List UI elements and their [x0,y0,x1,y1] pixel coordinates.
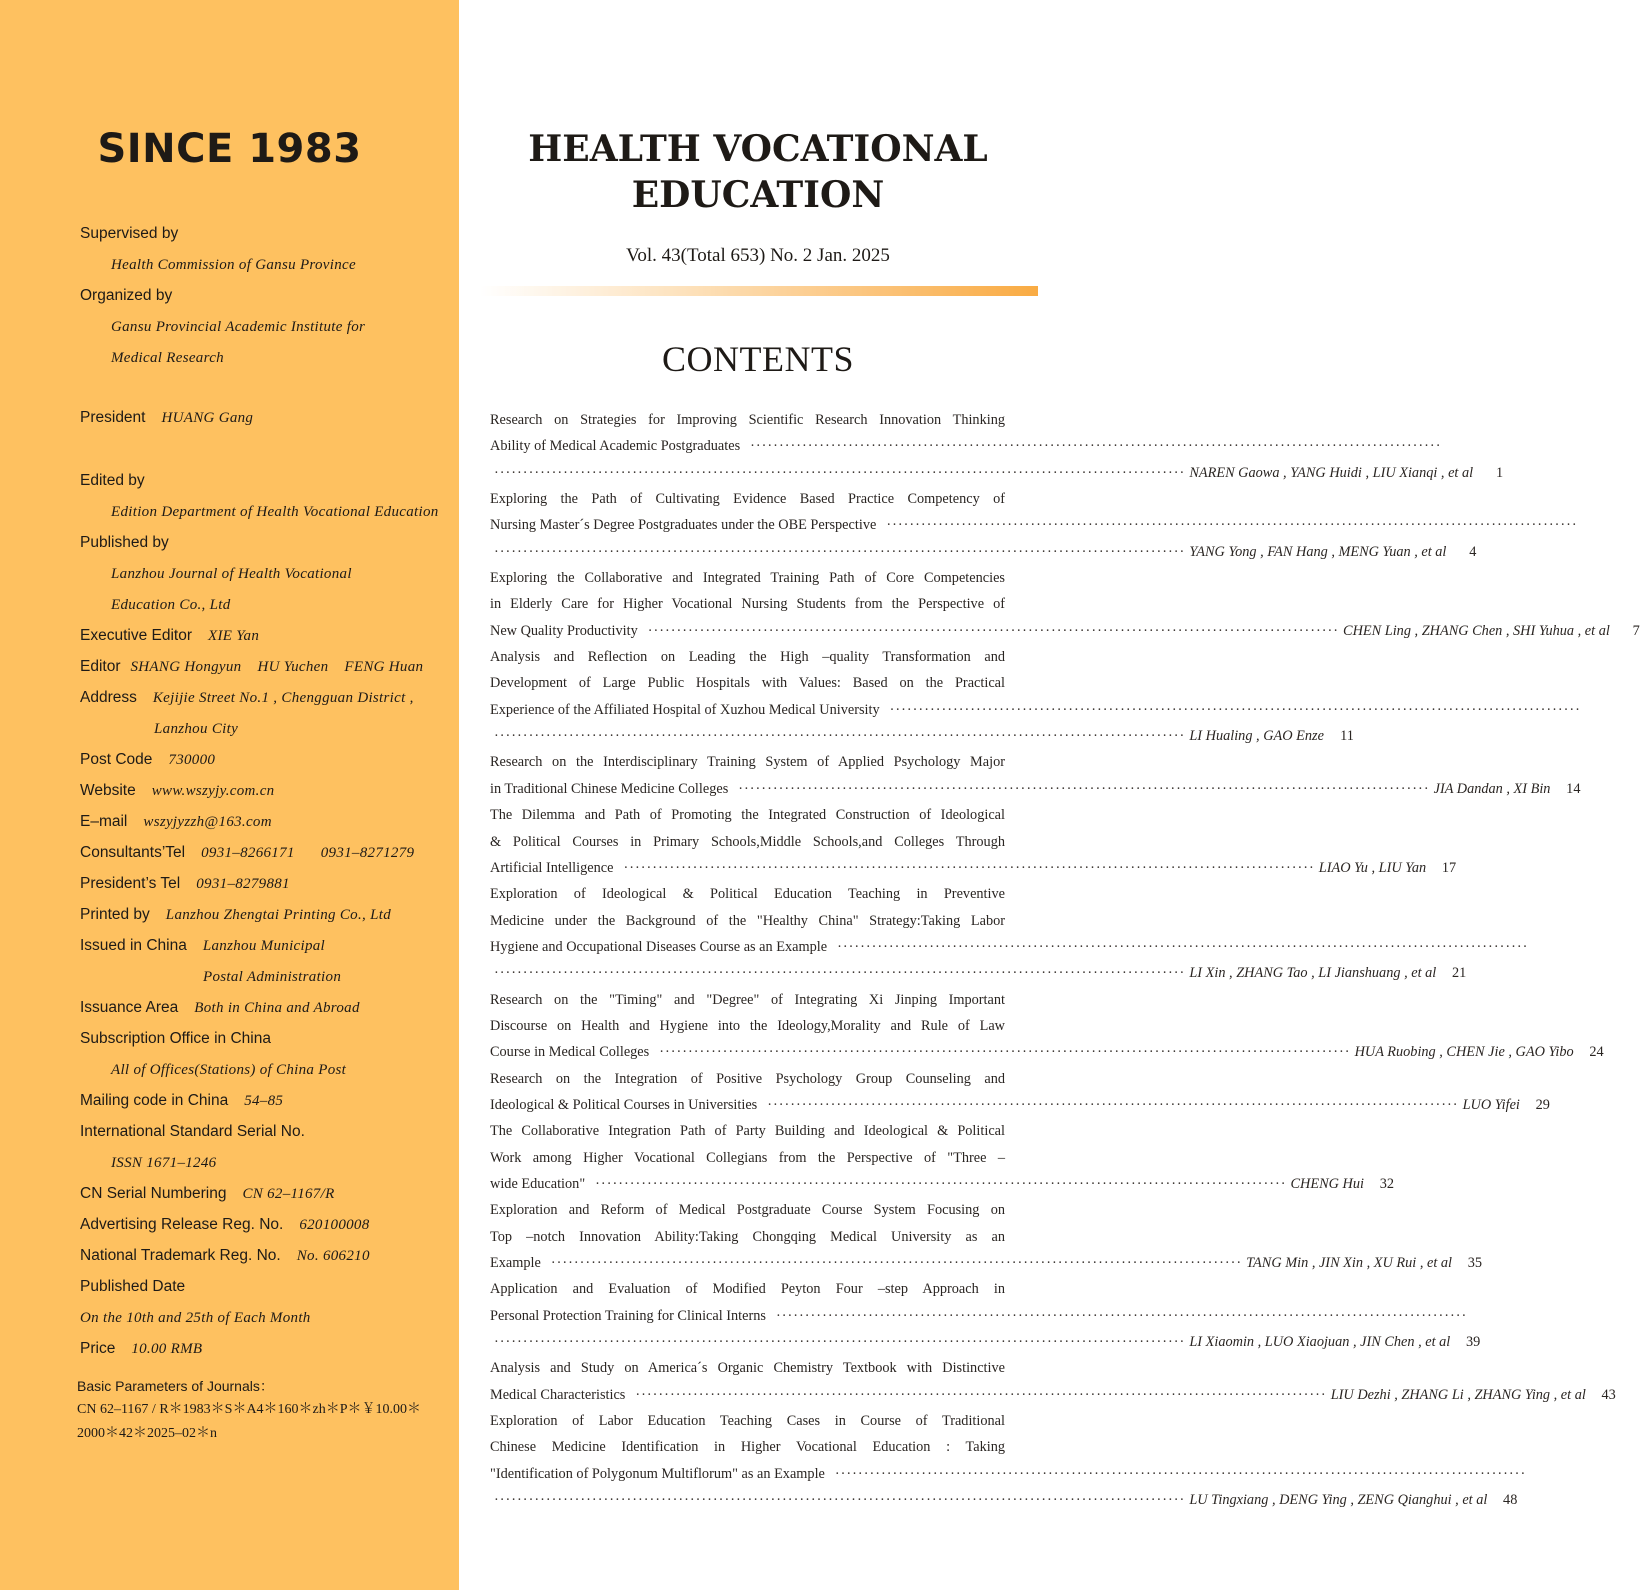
presidents-tel-value: 0931–8279881 [196,876,290,892]
executive-editor-label: Executive Editor [80,627,192,644]
toc-title-line: Personal Protection Training for Clinical Interns [490,1307,766,1324]
toc-title-line: Example [490,1255,541,1271]
leader-dots: ························································································································ [767,1096,1459,1113]
subscription-value: All of Offices(Stations) of China Post [111,1062,347,1078]
basic-parameters-label: Basic Parameters of Journals： [77,1378,274,1394]
email-label: E–mail [80,813,128,830]
edited-by-value: Edition Department of Health Vocational Education [111,504,439,520]
editor-value-2: HU Yuchen [257,659,329,675]
issuance-area-label: Issuance Area [80,999,179,1016]
toc-title-line: Exploring the Path of Cultivating Evidence Based Practice Competency of [490,491,1005,508]
toc-authors: HUA Ruobing , CHEN Jie , GAO Yibo [1354,1044,1574,1061]
leader-dots: ························································································································ [494,965,1186,982]
toc-authors: LI Xin , ZHANG Tao , LI Jianshuang , et al [1189,965,1437,982]
spacer [80,433,455,465]
consultants-tel-label: Consultants’Tel [80,844,186,861]
issue-info: Vol. 43(Total 653) No. 2 Jan. 2025 [626,245,890,266]
leader-dots: ························································································································ [889,701,1581,718]
toc-entry[interactable] [490,565,1640,644]
toc-entry[interactable] [490,881,1529,986]
issued-value-2: Postal Administration [203,969,342,985]
toc-title-line: Work among Higher Vocational Collegians from the Perspective of "Three – [490,1149,1005,1166]
editor-value-3: FENG Huan [344,659,424,675]
toc-entry[interactable] [490,486,1578,565]
editor-value-1: SHANG Hongyun [130,659,242,675]
toc-page-number: 1 [1495,464,1504,481]
address-label: Address [80,689,137,706]
toc-page-number: 7 [1632,622,1640,639]
printed-by-label: Printed by [80,906,150,923]
leader-dots: ························································································································ [494,1334,1186,1351]
toc-title-line: Medical Characteristics [490,1386,626,1403]
cn-label: CN Serial Numbering [80,1185,227,1202]
masthead-info [80,218,455,1364]
toc-title-line: Top –notch Innovation Ability:Taking Chongqing Medical University as an [490,1228,1005,1245]
toc-entry[interactable] [490,1276,1481,1355]
leader-dots: ························································································································ [595,1175,1287,1192]
toc-entry[interactable] [490,1066,1550,1119]
toc-authors: CHENG Hui [1290,1175,1364,1192]
toc-authors: LIU Dezhi , ZHANG Li , ZHANG Ying , et al [1330,1386,1586,1403]
journal-title-line-2: EDUCATION [631,174,885,216]
toc-title-line: Analysis and Study on America´s Organic Chemistry Textbook with Distinctive [490,1360,1005,1377]
toc-entry[interactable] [490,987,1604,1066]
leader-dots: ························································································································ [647,622,1340,639]
toc-entry[interactable] [490,644,1581,749]
price-value: 10.00 RMB [131,1341,203,1357]
toc-title-line: Research on the Integration of Positive Psychology Group Counseling and [490,1070,1005,1087]
toc-authors: JIA Dandan , XI Bin [1433,780,1551,797]
toc-page-number: 39 [1465,1334,1481,1351]
advertising-value: 620100008 [299,1217,370,1233]
masthead-panel [0,0,459,1590]
toc-title-line: Analysis and Reflection on Leading the High –quality Transformation and [490,649,1005,666]
toc-title-line: Ability of Medical Academic Postgraduates [490,438,741,455]
price-label: Price [80,1340,116,1357]
accent-gradient-bar [480,286,1038,296]
toc-entry[interactable] [490,1197,1482,1276]
address-value-2: Lanzhou City [154,721,239,737]
toc-authors: LU Tingxiang , DENG Ying , ZENG Qianghui , et al [1189,1492,1488,1509]
executive-editor-value: XIE Yan [208,628,260,644]
toc-title-line: in Traditional Chinese Medicine Colleges [490,780,729,797]
toc-authors: CHEN Ling , ZHANG Chen , SHI Yuhua , et al [1343,622,1610,639]
toc-authors: LUO Yifei [1462,1096,1520,1113]
published-by-label: Published by [80,534,169,551]
mailing-code-label: Mailing code in China [80,1092,229,1109]
edited-by-label: Edited by [80,472,145,489]
toc-entry[interactable] [490,407,1504,486]
toc-title-line: Nursing Master´s Degree Postgraduates under the OBE Perspective [490,517,877,534]
leader-dots: ························································································································ [750,438,1442,455]
toc-authors: NAREN Gaowa , YANG Huidi , LIU Xianqi , et al [1189,464,1474,481]
leader-dots: ························································································································ [834,1465,1527,1482]
toc-title-line: "Identification of Polygonum Multiflorum" as an Example [490,1465,825,1482]
toc-title-line: Ideological & Political Courses in Universities [490,1096,758,1113]
toc-title-line: Medicine under the Background of the "Healthy China" Strategy:Taking Labor [490,912,1005,929]
toc-title-line: Hygiene and Occupational Diseases Course as an Example [490,938,828,955]
published-date-label: Published Date [80,1278,186,1295]
president-label: President [80,409,146,426]
website-label: Website [80,782,136,799]
toc-page-number: 48 [1503,1492,1518,1509]
email-value[interactable]: wszyjyzzh@163.com [143,814,272,830]
leader-dots: ························································································································ [837,938,1529,955]
supervised-by-value: Health Commission of Gansu Province [111,257,356,273]
editor-label: Editor [80,658,121,675]
toc-title-line: Experience of the Affiliated Hospital of Xuzhou Medical University [490,701,880,718]
consultants-tel-value-1: 0931–8266171 [201,845,295,861]
issued-label: Issued in China [80,937,187,954]
toc-page-number: 11 [1340,728,1354,745]
supervised-by-label: Supervised by [80,225,179,242]
toc-authors: YANG Yong , FAN Hang , MENG Yuan , et al [1189,543,1447,560]
toc-page-number: 32 [1379,1175,1394,1192]
toc-title-line: in Elderly Care for Higher Vocational Nursing Students from the Perspective of [490,596,1005,613]
published-by-value-1: Lanzhou Journal of Health Vocational [111,566,352,582]
leader-dots: ························································································································ [494,728,1186,745]
organized-by-value-1: Gansu Provincial Academic Institute for [111,319,366,335]
leader-dots: ························································································································ [738,780,1430,797]
toc-page-number: 43 [1601,1386,1616,1403]
toc-title-line: The Dilemma and Path of Promoting the Integrated Construction of Ideological [490,807,1005,824]
leader-dots: ························································································································ [494,543,1186,560]
published-by-value-2: Education Co., Ltd [111,597,231,613]
leader-dots: ························································································································ [494,1492,1186,1509]
toc-entry[interactable] [490,802,1457,881]
consultants-tel-value-2: 0931–8271279 [320,845,415,861]
issued-value-1: Lanzhou Municipal [202,938,326,954]
toc-title-line: Artificial Intelligence [490,859,614,876]
published-date-value: On the 10th and 25th of Each Month [80,1310,311,1326]
organized-by-value-2: Medical Research [111,350,224,366]
website-value[interactable]: www.wszyjy.com.cn [151,783,275,799]
toc-title-line: Research on the "Timing" and "Degree" of Integrating Xi Jinping Important [490,991,1005,1008]
toc-page-number: 14 [1566,780,1581,797]
toc-page-number: 4 [1469,543,1477,560]
toc-title-line: Course in Medical Colleges [490,1044,650,1061]
toc-page-number: 24 [1589,1044,1604,1061]
toc-authors: LI Hualing , GAO Enze [1189,728,1324,745]
journal-title [459,126,1057,218]
toc-title-line: Research on the Interdisciplinary Training System of Applied Psychology Major [490,754,1005,771]
spacer [80,373,455,402]
basic-parameters-line-1: CN 62–1167 / R＊1983＊S＊A4＊160＊zh＊P＊￥10.00＊ [77,1402,422,1417]
presidents-tel-label: President’s Tel [80,875,181,892]
toc-entry[interactable] [490,749,1581,802]
toc-title-line: New Quality Productivity [490,622,638,639]
toc-entry[interactable] [490,1408,1527,1513]
issn-value: ISSN 1671–1246 [111,1155,217,1171]
cn-value: CN 62–1167/R [242,1186,335,1202]
basic-parameters-line-2: 2000＊42＊2025–02＊n [77,1426,217,1441]
toc-title-line: Research on Strategies for Improving Scientific Research Innovation Thinking [490,412,1005,428]
leader-dots: ························································································································ [550,1255,1243,1271]
table-of-contents [490,407,1640,1513]
toc-title-line: wide Education" [490,1175,586,1192]
subscription-label: Subscription Office in China [80,1030,271,1047]
advertising-label: Advertising Release Reg. No. [80,1216,284,1233]
leader-dots: ························································································································ [494,464,1186,481]
toc-title-line: & Political Courses in Primary Schools,Middle Schools,and Colleges Through [490,833,1005,850]
toc-title-line: Exploration of Ideological & Political Education Teaching in Preventive [490,886,1005,903]
toc-authors: TANG Min , JIN Xin , XU Rui , et al [1246,1255,1452,1271]
journal-title-line-1: HEALTH VOCATIONAL [528,128,988,170]
toc-title-line: Exploration and Reform of Medical Postgraduate Course System Focusing on [490,1202,1005,1219]
toc-page-number: 17 [1441,859,1457,876]
toc-title-line: Discourse on Health and Hygiene into the Ideology,Morality and Rule of Law [490,1017,1005,1034]
toc-entry[interactable] [490,1355,1616,1408]
toc-title-line: Chinese Medicine Identification in Higher Vocational Education : Taking [490,1439,1005,1456]
toc-page-number: 21 [1451,965,1467,982]
post-code-value: 730000 [168,752,216,768]
toc-page-number: 35 [1467,1255,1482,1271]
toc-authors: LIAO Yu , LIU Yan [1318,859,1427,876]
issuance-area-value: Both in China and Abroad [194,1000,360,1016]
leader-dots: ························································································································ [635,1386,1327,1403]
contents-heading: CONTENTS [662,339,854,379]
since-heading: SINCE 1983 [97,126,362,172]
trademark-value: No. 606210 [296,1248,370,1264]
toc-title-line: Application and Evaluation of Modified Peyton Four –step Approach in [490,1281,1005,1298]
leader-dots: ························································································································ [659,1044,1351,1061]
issn-label: International Standard Serial No. [80,1123,305,1140]
toc-page-number: 29 [1535,1096,1550,1113]
mailing-code-value: 54–85 [244,1093,284,1109]
address-value-1: Kejijie Street No.1 , Chengguan District , [152,690,414,706]
president-value: HUANG Gang [161,410,254,426]
toc-title-line: Exploration of Labor Education Teaching Cases in Course of Traditional [490,1413,1005,1430]
leader-dots: ························································································································ [886,517,1578,534]
organized-by-label: Organized by [80,287,173,304]
basic-parameters [77,1374,457,1446]
trademark-label: National Trademark Reg. No. [80,1247,281,1264]
toc-authors: LI Xiaomin , LUO Xiaojuan , JIN Chen , et al [1189,1334,1451,1351]
leader-dots: ························································································································ [623,859,1315,876]
toc-title-line: Development of Large Public Hospitals with Values: Based on the Practical [490,675,1005,692]
post-code-label: Post Code [80,751,153,768]
printed-by-value: Lanzhou Zhengtai Printing Co., Ltd [165,907,392,923]
toc-title-line: The Collaborative Integration Path of Party Building and Ideological & Political [490,1123,1005,1140]
leader-dots: ························································································································ [775,1307,1468,1324]
toc-entry[interactable] [490,1118,1394,1197]
toc-title-line: Exploring the Collaborative and Integrated Training Path of Core Competencies [490,570,1005,587]
